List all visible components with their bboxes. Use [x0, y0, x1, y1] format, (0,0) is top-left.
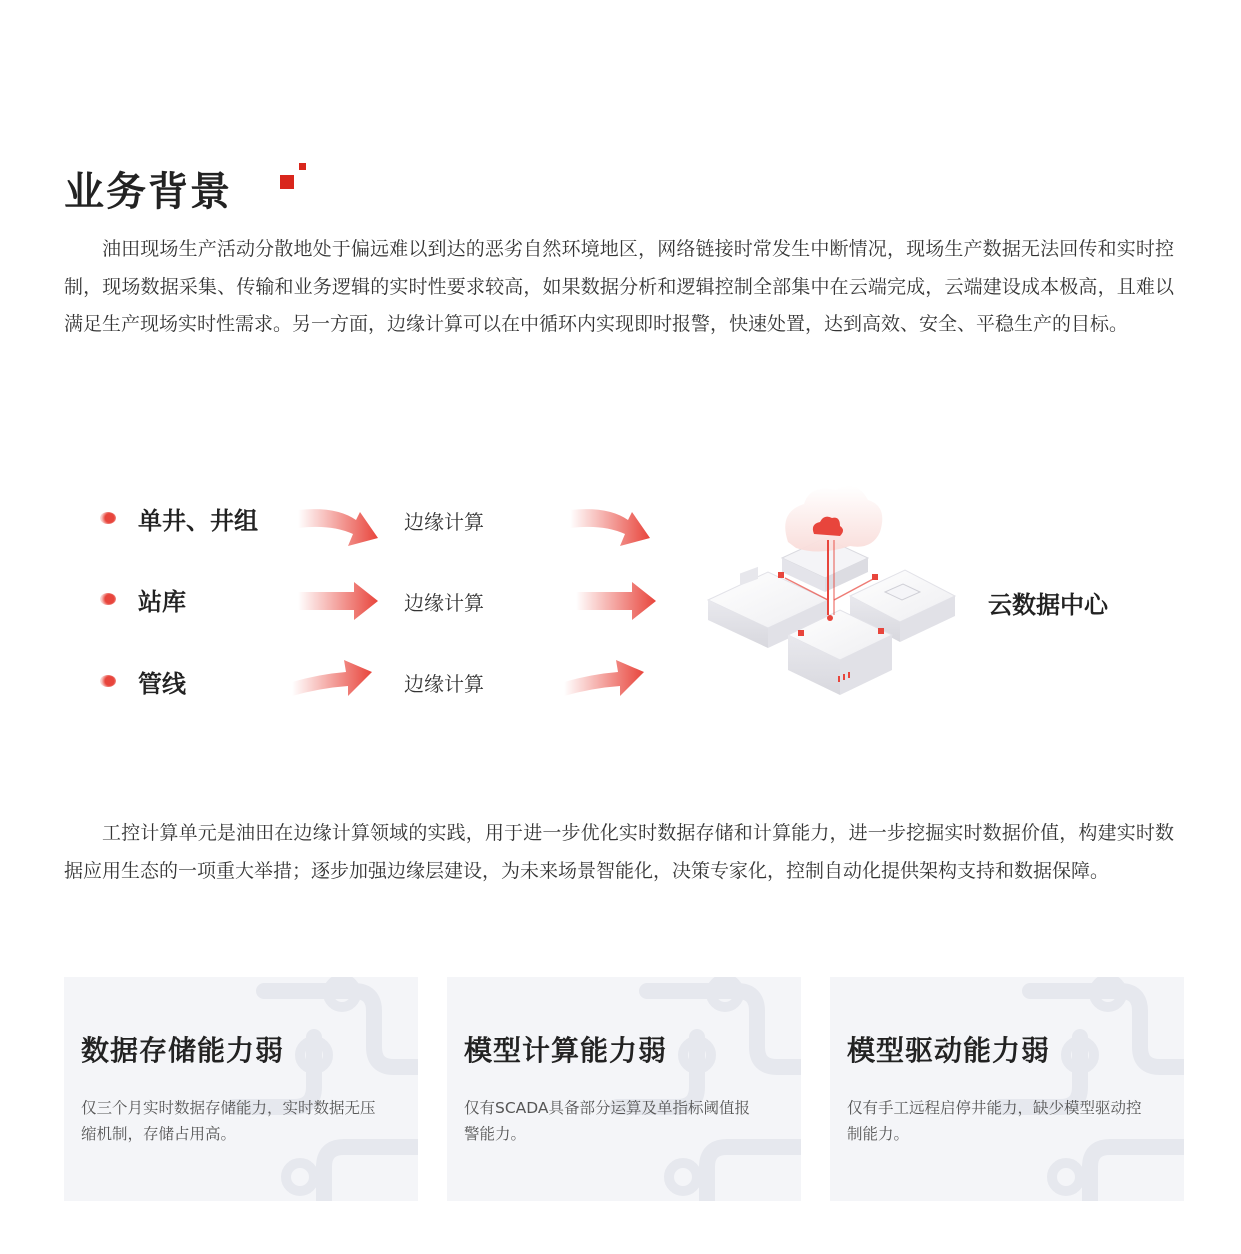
arrow-right-icon: [296, 500, 380, 550]
card-description: 仅有手工远程启停井能力，缺少模型驱动控制能力。: [847, 1099, 1142, 1143]
circuit-pattern-icon: [830, 977, 1184, 1201]
cloud-data-center-label: 云数据中心: [988, 591, 1108, 619]
arrow-right-icon: [290, 652, 374, 702]
edge-computing-label: 边缘计算: [404, 510, 484, 534]
edge-cloud-diagram: [0, 470, 1241, 720]
edge-computing-label: 边缘计算: [404, 591, 484, 615]
card-title: 数据存储能力弱: [81, 1034, 285, 1067]
problem-card-compute: [447, 977, 801, 1201]
arrow-right-icon: [568, 500, 652, 550]
edge-computing-label: 边缘计算: [404, 672, 484, 696]
arrow-right-icon: [296, 576, 380, 626]
summary-paragraph: 工控计算单元是油田在边缘计算领域的实践，用于进一步优化实时数据存储和计算能力，进一步挖掘实时数据价值，构建实时数据应用生态的一项重大举措；逐步加强边缘层建设，为未来场景智能化，决策专家化，控制自动化提供架构支持和数据保障。: [64, 822, 1174, 882]
card-description: 仅有SCADA具备部分运算及单指标阈值报警能力。: [464, 1099, 751, 1143]
source-item-well: [100, 498, 258, 538]
title-accent-mark: [280, 163, 308, 191]
circuit-pattern-icon: [447, 977, 801, 1201]
circuit-pattern-icon: [64, 977, 418, 1201]
problem-card-drive: [830, 977, 1184, 1201]
bullet-dot-icon: [100, 675, 116, 687]
card-description: 仅三个月实时数据存储能力，实时数据无压缩机制，存储占用高。: [81, 1099, 376, 1143]
intro-paragraph: 油田现场生产活动分散地处于偏远难以到达的恶劣自然环境地区，网络链接时常发生中断情况，现场生产数据无法回传和实时控制，现场数据采集、传输和业务逻辑的实时性要求较高，如果数据分析和逻辑控制全部集中在云端完成，云端建设成本极高，且难以满足生产现场实时性需求。另一方面，边缘计算可以在中循环内实现即时报警，快速处置，达到高效、安全、平稳生产的目标。: [64, 238, 1174, 335]
arrow-right-icon: [562, 652, 646, 702]
source-item-station: [100, 579, 186, 619]
card-title: 模型计算能力弱: [464, 1034, 668, 1067]
arrow-right-icon: [574, 576, 658, 626]
problem-card-storage: [64, 977, 418, 1201]
section-title: 业务背景: [64, 169, 232, 215]
source-label: 站库: [138, 587, 186, 616]
bullet-dot-icon: [100, 593, 116, 605]
cloud-server-illustration: [700, 480, 960, 710]
source-item-pipeline: [100, 661, 186, 701]
card-title: 模型驱动能力弱: [847, 1034, 1051, 1067]
source-label: 管线: [138, 669, 186, 698]
source-label: 单井、井组: [138, 506, 258, 535]
bullet-dot-icon: [100, 512, 116, 524]
